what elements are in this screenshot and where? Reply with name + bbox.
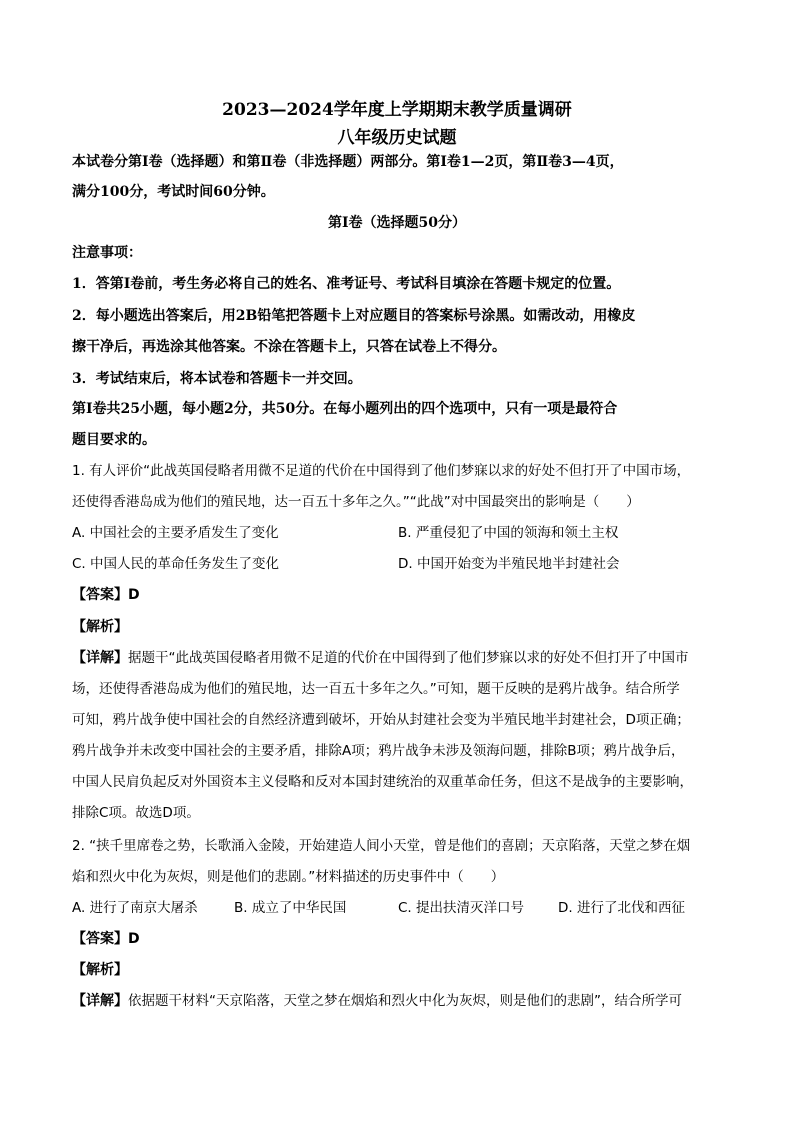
exam-subtitle: 八年级历史试题	[337, 128, 457, 148]
rule-line-2: 题目要求的。	[72, 432, 156, 448]
note-3: 3．考试结束后，将本试卷和答题卡一并交回。	[72, 371, 362, 387]
q2-option-c: C. 提出扶清灭洋口号	[398, 900, 525, 916]
note-2-line-2: 擦干净后，再选涂其他答案。不涂在答题卡上，只答在试卷上不得分。	[72, 339, 506, 355]
note-1: 1．答第Ⅰ卷前，考生务必将自己的姓名、准考证号、考试科目填涂在答题卡规定的位置。	[72, 276, 621, 292]
q1-detail-line-3: 可知，鸦片战争使中国社会的自然经济遭到破坏，开始从封建社会变为半殖民地半封建社会，D项正确；	[72, 712, 690, 728]
q2-detail-tag: 【详解】	[72, 993, 128, 1009]
q2-option-a: A. 进行了南京大屠杀	[72, 900, 198, 916]
q2-stem-line-1: 2. “挟千里席卷之势，长歌涌入金陵，开始建造人间小天堂，曾是他们的喜剧；天京陷落，天堂之梦在烟	[72, 838, 691, 854]
intro-line-2: 满分100分，考试时间60分钟。	[72, 184, 275, 200]
q1-stem-line-2: 还使得香港岛成为他们的殖民地，达一百五十多年之久。”“此战”对中国最突出的影响是（ ）	[72, 494, 640, 510]
section-heading: 第Ⅰ卷（选择题50分）	[327, 215, 467, 231]
notes-title: 注意事项：	[72, 245, 142, 261]
q1-analysis-label: 【解析】	[72, 619, 128, 635]
q1-option-d: D. 中国开始变为半殖民地半封建社会	[398, 556, 620, 572]
q2-option-b: B. 成立了中华民国	[234, 900, 347, 916]
q1-option-b: B. 严重侵犯了中国的领海和领土主权	[398, 525, 619, 541]
q2-detail-line-1: 【详解】依据题干材料“天京陷落，天堂之梦在烟焰和烈火中化为灰烬，则是他们的悲剧”，结合所学可	[72, 993, 682, 1009]
q1-option-c: C. 中国人民的革命任务发生了变化	[72, 556, 280, 572]
q1-option-a: A. 中国社会的主要矛盾发生了变化	[72, 525, 279, 541]
q1-detail-line-2: 场，还使得香港岛成为他们的殖民地，达一百五十多年之久。”可知，题干反映的是鸦片战争。结合所学	[72, 681, 680, 697]
q1-detail-tag: 【详解】	[72, 650, 128, 666]
exam-title: 2023—2024学年度上学期期末教学质量调研	[222, 100, 572, 120]
q1-stem-line-1: 1. 有人评价“此战英国侵略者用微不足道的代价在中国得到了他们梦寐以求的好处不但打开了中国市场，	[72, 463, 691, 479]
q1-detail-line-5: 中国人民肩负起反对外国资本主义侵略和反对本国封建统治的双重革命任务，但这不是战争的主要影响，	[72, 774, 693, 790]
intro-line-1: 本试卷分第Ⅰ卷（选择题）和第Ⅱ卷（非选择题）两部分。第Ⅰ卷1—2页，第Ⅱ卷3—4页，	[72, 154, 624, 170]
q2-option-d: D. 进行了北伐和西征	[558, 900, 685, 916]
note-2-line-1: 2．每小题选出答案后，用2B铅笔把答题卡上对应题目的答案标号涂黑。如需改动，用橡皮	[72, 308, 636, 324]
q1-answer: 【答案】D	[72, 587, 140, 603]
rule-line-1: 第Ⅰ卷共25小题，每小题2分，共50分。在每小题列出的四个选项中，只有一项是最符合	[72, 401, 618, 417]
q2-answer: 【答案】D	[72, 931, 140, 947]
q1-detail-line-1: 【详解】据题干“此战英国侵略者用微不足道的代价在中国得到了他们梦寐以求的好处不但打开了中国市	[72, 650, 689, 666]
q1-detail-line-6: 排除C项。故选D项。	[72, 805, 200, 821]
q2-analysis-label: 【解析】	[72, 962, 128, 978]
q2-stem-line-2: 焰和烈火中化为灰烬，则是他们的悲剧。”材料描述的历史事件中（ ）	[72, 869, 505, 885]
q1-detail-line-4: 鸦片战争并未改变中国社会的主要矛盾，排除A项；鸦片战争未涉及领海问题，排除B项；鸦片战争后，	[72, 743, 685, 759]
